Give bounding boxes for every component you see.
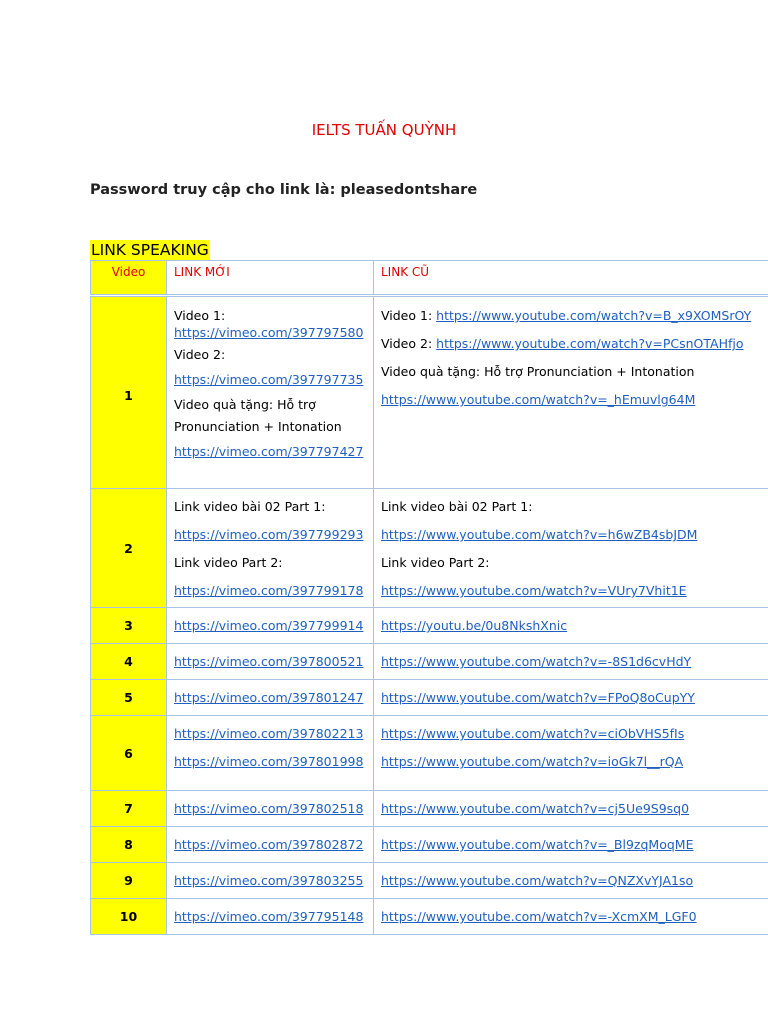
new-link-cell bbox=[167, 791, 374, 827]
vimeo-link[interactable]: https://vimeo.com/397800521 bbox=[174, 654, 364, 669]
new-label-1: Link video bài 02 Part 1: bbox=[174, 499, 326, 514]
youtube-link[interactable]: https://www.youtube.com/watch?v=B_x9XOMSrOY bbox=[436, 308, 752, 323]
table-row bbox=[91, 863, 768, 899]
old-link-cell bbox=[374, 716, 768, 791]
youtube-link[interactable]: https://www.youtube.com/watch?v=PCsnOTAHfjo bbox=[436, 336, 744, 351]
new-label-2: Link video Part 2: bbox=[174, 555, 283, 570]
new-link-cell bbox=[167, 608, 374, 644]
old-link-cell bbox=[374, 680, 768, 716]
youtube-link[interactable]: https://www.youtube.com/watch?v=h6wZB4sbJDM bbox=[381, 527, 698, 542]
vimeo-link[interactable]: https://vimeo.com/397802872 bbox=[174, 837, 364, 852]
old-link-cell bbox=[374, 644, 768, 680]
vimeo-link[interactable]: https://vimeo.com/397797427 bbox=[174, 444, 364, 459]
vimeo-link[interactable]: https://vimeo.com/397799914 bbox=[174, 618, 364, 633]
table-row bbox=[91, 716, 768, 791]
youtube-link[interactable]: https://www.youtube.com/watch?v=-XcmXM_LGF0 bbox=[381, 909, 697, 924]
youtube-link[interactable]: https://youtu.be/0u8NkshXnic bbox=[381, 618, 568, 633]
video-number: 2 bbox=[91, 489, 167, 608]
vimeo-link[interactable]: https://vimeo.com/397802213 bbox=[174, 726, 364, 741]
youtube-link[interactable]: https://www.youtube.com/watch?v=_hEmuvlg64M bbox=[381, 392, 696, 407]
video-number: 5 bbox=[91, 680, 167, 716]
table-row bbox=[91, 644, 768, 680]
vimeo-link[interactable]: https://vimeo.com/397799178 bbox=[174, 583, 364, 598]
new-label-3: Video quà tặng: Hỗ trợ Pronunciation + Intonation bbox=[174, 397, 342, 434]
old-link-cell bbox=[374, 608, 768, 644]
video-number: 10 bbox=[91, 899, 167, 935]
video-number: 6 bbox=[91, 716, 167, 791]
video-number: 3 bbox=[91, 608, 167, 644]
header-new-link-label: LINK MỚI bbox=[174, 265, 230, 279]
old-label-1: Video 1: bbox=[381, 308, 437, 323]
youtube-link[interactable]: https://www.youtube.com/watch?v=QNZXvYJA1so bbox=[381, 873, 694, 888]
video-number: 8 bbox=[91, 827, 167, 863]
header-old-link-label: LINK CŨ bbox=[381, 265, 430, 279]
vimeo-link[interactable]: https://vimeo.com/397795148 bbox=[174, 909, 364, 924]
table-header-row bbox=[91, 261, 768, 296]
new-link-cell bbox=[167, 863, 374, 899]
header-video bbox=[91, 261, 167, 296]
links-table bbox=[90, 260, 768, 935]
old-label-1: Link video bài 02 Part 1: bbox=[381, 499, 533, 514]
video-number: 9 bbox=[91, 863, 167, 899]
table-row bbox=[91, 296, 768, 489]
vimeo-link[interactable]: https://vimeo.com/397797735 bbox=[174, 372, 364, 387]
table-row bbox=[91, 680, 768, 716]
new-link-cell bbox=[167, 827, 374, 863]
old-link-cell bbox=[374, 489, 768, 608]
table-row bbox=[91, 608, 768, 644]
youtube-link[interactable]: https://www.youtube.com/watch?v=VUry7Vhit1E bbox=[381, 583, 687, 598]
new-link-cell bbox=[167, 716, 374, 791]
old-label-2: Video 2: bbox=[381, 336, 437, 351]
section-heading: LINK SPEAKING bbox=[91, 241, 209, 259]
vimeo-link[interactable]: https://vimeo.com/397799293 bbox=[174, 527, 364, 542]
header-new-link bbox=[167, 261, 374, 296]
youtube-link[interactable]: https://www.youtube.com/watch?v=ioGk7l__rQA bbox=[381, 754, 684, 769]
password-line: Password truy cập cho link là: pleasedontshare bbox=[90, 182, 478, 198]
youtube-link[interactable]: https://www.youtube.com/watch?v=_Bl9zqMoqME bbox=[381, 837, 694, 852]
table-row bbox=[91, 489, 768, 608]
youtube-link[interactable]: https://www.youtube.com/watch?v=ciObVHS5fIs bbox=[381, 726, 685, 741]
vimeo-link[interactable]: https://vimeo.com/397797580 bbox=[174, 325, 364, 340]
new-link-cell bbox=[167, 899, 374, 935]
youtube-link[interactable]: https://www.youtube.com/watch?v=cj5Ue9S9sq0 bbox=[381, 801, 690, 816]
youtube-link[interactable]: https://www.youtube.com/watch?v=FPoQ8oCupYY bbox=[381, 690, 695, 705]
vimeo-link[interactable]: https://vimeo.com/397802518 bbox=[174, 801, 364, 816]
youtube-link[interactable]: https://www.youtube.com/watch?v=-8S1d6cvHdY bbox=[381, 654, 692, 669]
old-link-cell bbox=[374, 296, 768, 489]
old-link-cell bbox=[374, 863, 768, 899]
header-old-link bbox=[374, 261, 768, 296]
vimeo-link[interactable]: https://vimeo.com/397803255 bbox=[174, 873, 364, 888]
vimeo-link[interactable]: https://vimeo.com/397801247 bbox=[174, 690, 364, 705]
video-number: 1 bbox=[91, 296, 167, 489]
vimeo-link[interactable]: https://vimeo.com/397801998 bbox=[174, 754, 364, 769]
old-link-cell bbox=[374, 899, 768, 935]
old-label-2: Link video Part 2: bbox=[381, 555, 490, 570]
old-link-cell bbox=[374, 827, 768, 863]
table-row bbox=[91, 791, 768, 827]
new-label-2: Video 2: bbox=[174, 347, 226, 362]
video-number: 4 bbox=[91, 644, 167, 680]
new-label-1: Video 1: bbox=[174, 308, 226, 323]
new-link-cell bbox=[167, 644, 374, 680]
video-number: 7 bbox=[91, 791, 167, 827]
old-label-3: Video quà tặng: Hỗ trợ Pronunciation + Intonation bbox=[381, 364, 695, 379]
document-title: IELTS TUẤN QUỲNH bbox=[311, 121, 457, 139]
new-link-cell bbox=[167, 680, 374, 716]
table-row bbox=[91, 827, 768, 863]
new-link-cell bbox=[167, 489, 374, 608]
new-link-cell bbox=[167, 296, 374, 489]
header-video-label: Video bbox=[111, 265, 146, 279]
table-row bbox=[91, 899, 768, 935]
old-link-cell bbox=[374, 791, 768, 827]
